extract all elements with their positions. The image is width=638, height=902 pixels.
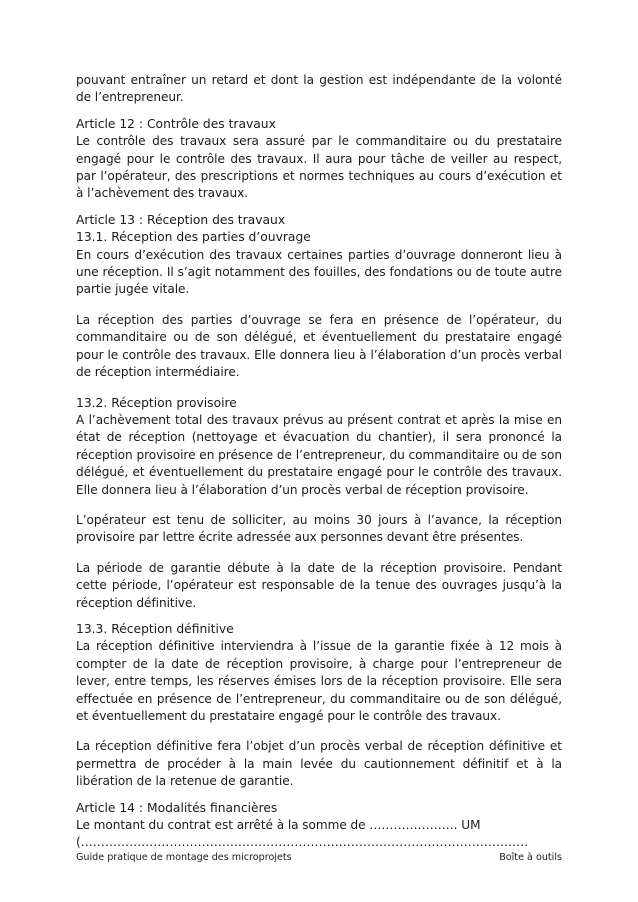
paragraph-continuation: pouvant entraîner un retard et dont la gestion est indépendante de la volonté de l’entrepreneur.: [76, 73, 562, 105]
section-13-2-paragraph-3: La période de garantie débute à la date de la réception provisoire. Pendant cette période, l’opérateur est responsable de la tenue des ouvrages jusqu’à la réception définitive.: [76, 560, 562, 610]
section-13-3-paragraph-1: La réception définitive interviendra à l’issue de la garantie fixée à 12 mois à compter de la date de réception provisoire, à charge pour l’entrepreneur de lever, entre temps, les réserves émises lors de la réception provisoire. Elle sera effectuée en présence de l’entrepreneur, du commanditaire ou de son délégué, et éventuellement du prestataire engagé pour le contrôle des travaux.: [76, 639, 562, 723]
page-footer: [76, 852, 562, 863]
article-14-title: Article 14 : Modalités financières: [76, 800, 278, 815]
section-13-1-paragraph-2: La réception des parties d’ouvrage se fera en présence de l’opérateur, du commanditaire ou de son délégué, et éventuellement du prestataire engagé pour le contrôle des travaux. Elle donnera lieu à l’élaboration d’un procès verbal de réception intermédiaire.: [76, 312, 562, 380]
section-13-1-title: 13.1. Réception des parties d’ouvrage: [76, 230, 311, 245]
section-13-1-paragraph-1: En cours d’exécution des travaux certaines parties d’ouvrage donneront lieu à une réception. Il s’agit notamment des fouilles, des fondations ou de toute autre partie jugée vitale.: [76, 247, 562, 297]
section-13-2-paragraph-1: A l’achèvement total des travaux prévus au présent contrat et après la mise en état de réception (nettoyage et évacuation du chantier), il sera prononcé la réception provisoire en présence de l’entrepreneur, du commanditaire ou de son délégué, et éventuellement du prestataire engagé pour le contrôle des travaux. Elle donnera lieu à l’élaboration d’un procès verbal de réception provisoire.: [76, 412, 562, 497]
article-12-paragraph: Le contrôle des travaux sera assuré par le commanditaire ou du prestataire engagé pour le contrôle des travaux. Il aura pour tâche de veiller au respect, par l’opérateur, des prescriptions et normes techniques au cours d’exécution et à l’achèvement des travaux.: [76, 134, 562, 201]
section-13-2-paragraph-2: L’opérateur est tenu de solliciter, au moins 30 jours à l’avance, la réception provisoire par lettre écrite adressée aux personnes devant être présentes.: [76, 512, 562, 545]
section-13-3-paragraph-2: La réception définitive fera l’objet d’un procès verbal de réception définitive et permettra de procéder à la main levée du cautionnement définitif et à la libération de la retenue de garantie.: [76, 739, 562, 789]
document-body: [76, 72, 562, 852]
article-14-amount-words-line: (…………………………………………………………………………………………………: [76, 835, 529, 850]
article-13-title: Article 13 : Réception des travaux: [76, 212, 286, 227]
article-12-title: Article 12 : Contrôle des travaux: [76, 116, 276, 131]
section-13-2-title: 13.2. Réception provisoire: [76, 395, 237, 410]
section-13-3-title: 13.3. Réception définitive: [76, 621, 234, 636]
footer-guide-title: Guide pratique de montage des microprojets: [76, 852, 292, 863]
article-14-amount-line: Le montant du contrat est arrêté à la somme de …………………. UM: [76, 818, 481, 833]
footer-section-label: Boîte à outils: [499, 852, 562, 863]
